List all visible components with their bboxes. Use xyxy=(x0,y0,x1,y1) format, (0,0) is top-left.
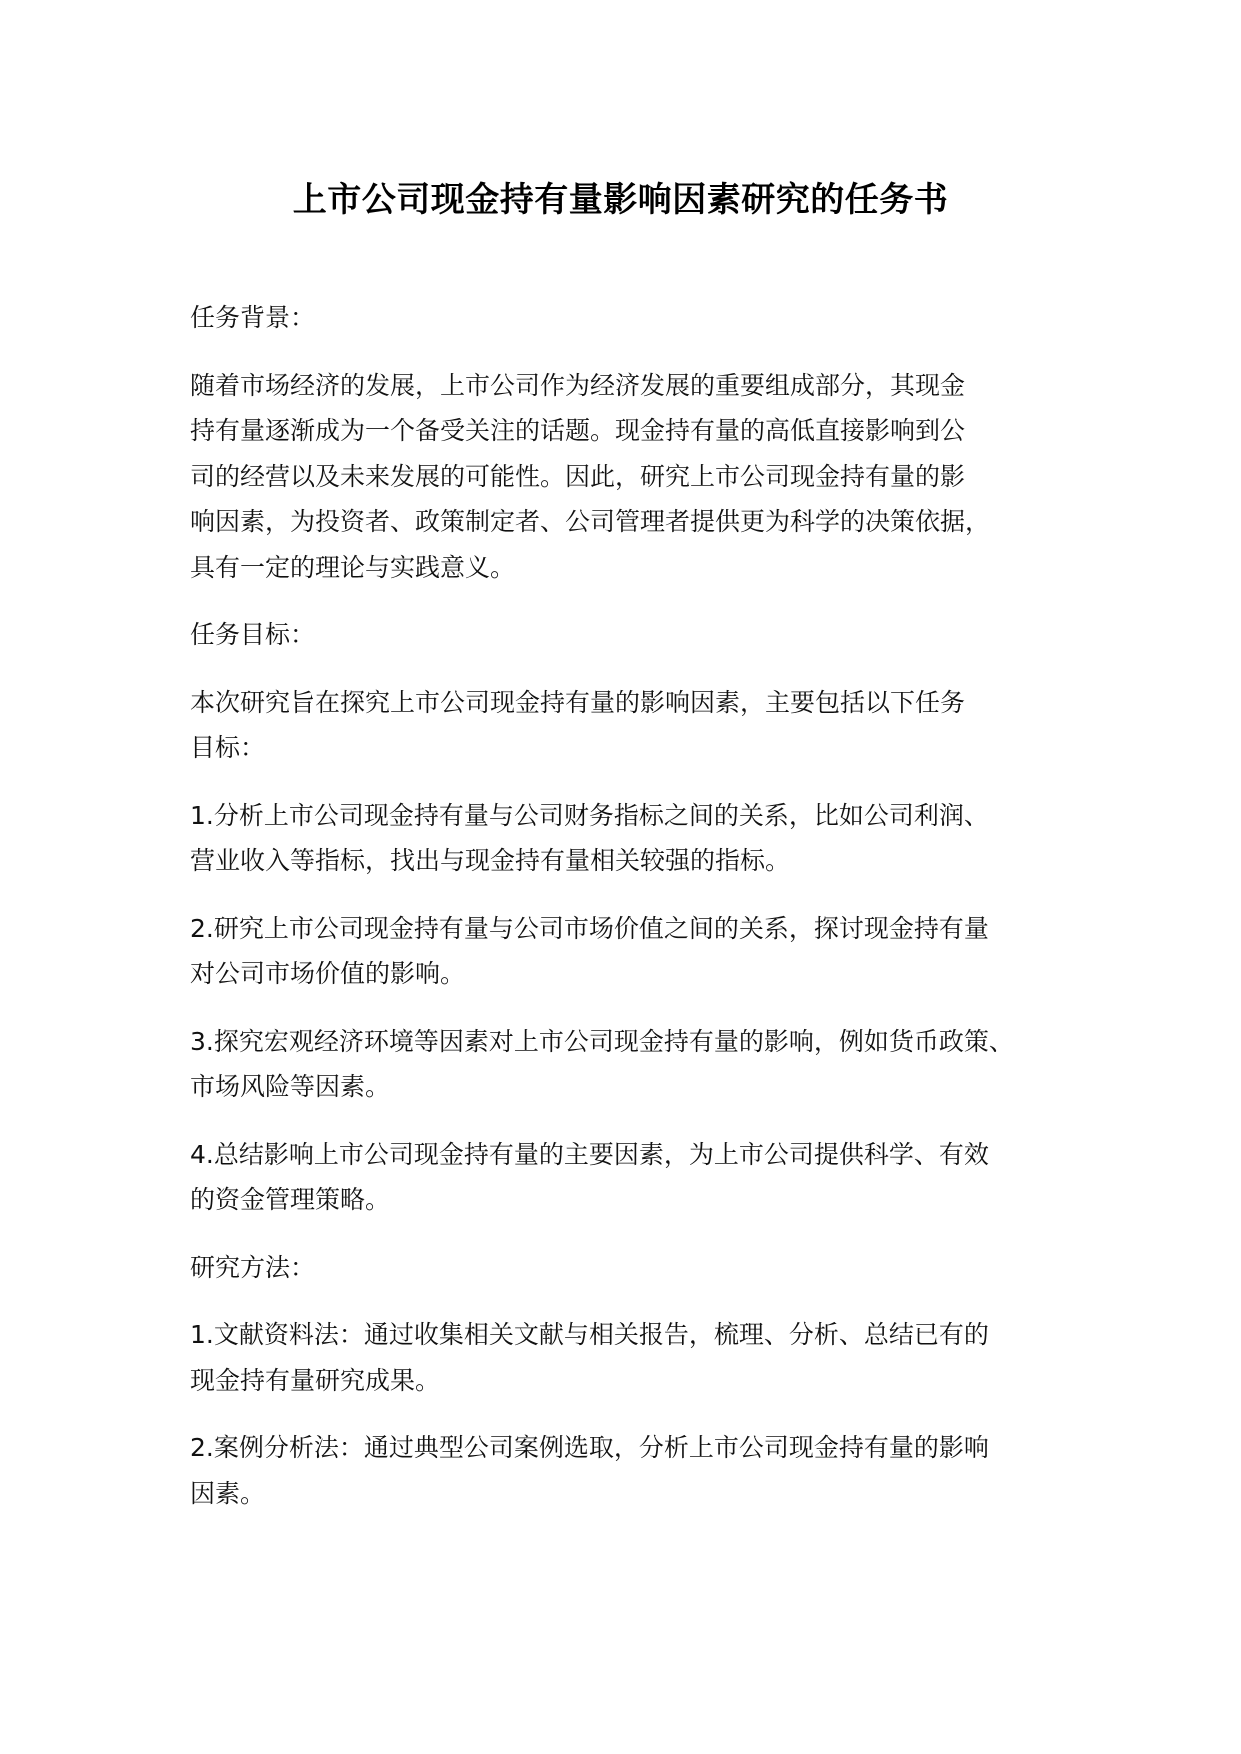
section-heading: 任务目标： xyxy=(190,620,316,649)
paragraph-line: 现金持有量研究成果。 xyxy=(190,1365,441,1395)
paragraph-line: 因素。 xyxy=(190,1478,266,1508)
paragraph xyxy=(190,680,1090,771)
paragraph-line: 1.分析上市公司现金持有量与公司财务指标之间的关系，比如公司利润、 xyxy=(190,800,989,830)
paragraph-line: 目标： xyxy=(190,733,266,762)
document-body xyxy=(190,295,1090,1538)
section-heading: 任务背景： xyxy=(190,303,316,332)
paragraph xyxy=(190,363,1090,591)
paragraph-line: 响因素，为投资者、政策制定者、公司管理者提供更为科学的决策依据， xyxy=(190,507,991,536)
paragraph xyxy=(190,1425,1090,1516)
paragraph xyxy=(190,1312,1090,1403)
paragraph-line: 3.探究宏观经济环境等因素对上市公司现金持有量的影响，例如货币政策、 xyxy=(190,1026,1014,1056)
paragraph-line: 市场风险等因素。 xyxy=(190,1072,391,1101)
paragraph-line: 随着市场经济的发展，上市公司作为经济发展的重要组成部分，其现金 xyxy=(190,370,966,400)
section-heading: 研究方法： xyxy=(190,1252,316,1282)
paragraph xyxy=(190,906,1090,997)
paragraph-line: 本次研究旨在探究上市公司现金持有量的影响因素，主要包括以下任务 xyxy=(190,687,966,717)
paragraph xyxy=(190,1019,1090,1110)
document-title: 上市公司现金持有量影响因素研究的任务书 xyxy=(292,180,949,220)
paragraph-line: 司的经营以及未来发展的可能性。因此，研究上市公司现金持有量的影 xyxy=(190,461,966,491)
paragraph-line: 对公司市场价值的影响。 xyxy=(190,959,466,988)
paragraph xyxy=(190,1132,1090,1223)
paragraph-line: 2.案例分析法：通过典型公司案例选取，分析上市公司现金持有量的影响 xyxy=(190,1433,989,1462)
paragraph-line: 4.总结影响上市公司现金持有量的主要因素，为上市公司提供科学、有效 xyxy=(190,1139,989,1169)
paragraph-line: 的资金管理策略。 xyxy=(190,1185,391,1214)
paragraph-line: 持有量逐渐成为一个备受关注的话题。现金持有量的高低直接影响到公 xyxy=(190,416,966,445)
paragraph-line: 营业收入等指标，找出与现金持有量相关较强的指标。 xyxy=(190,846,791,875)
paragraph-line: 具有一定的理论与实践意义。 xyxy=(190,552,516,582)
paragraph-line: 1.文献资料法：通过收集相关文献与相关报告，梳理、分析、总结已有的 xyxy=(190,1320,989,1349)
paragraph xyxy=(190,793,1090,884)
paragraph-line: 2.研究上市公司现金持有量与公司市场价值之间的关系，探讨现金持有量 xyxy=(190,913,989,943)
